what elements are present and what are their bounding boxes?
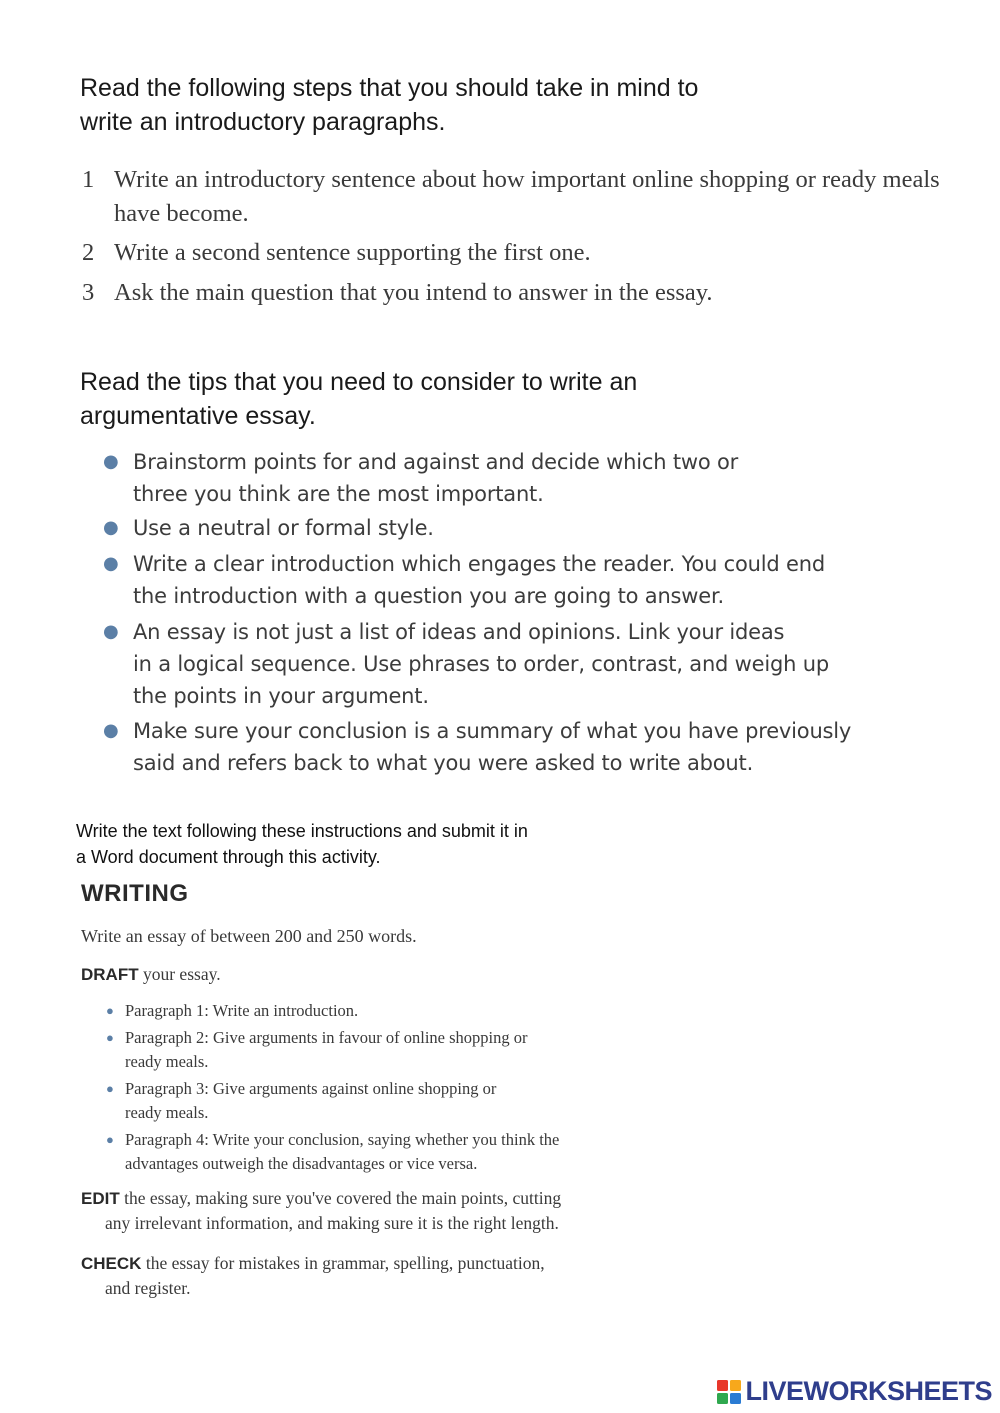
intro-steps-line2: write an introductory paragraphs. (80, 108, 446, 136)
writing-subtitle: Write an essay of between 200 and 250 words. (81, 926, 417, 946)
intro-steps-line1: Read the following steps that you should take in mind to (80, 74, 699, 102)
tip-line: three you think are the most important. (133, 482, 544, 506)
draft-line (81, 964, 221, 985)
paragraph-item (106, 1026, 666, 1074)
tip-item (103, 512, 923, 544)
draft-text: your essay. (138, 964, 221, 984)
instruction-line1: Write the text following these instructions and submit it in (76, 821, 528, 841)
step-item (82, 236, 942, 270)
tip-item (103, 616, 923, 712)
check-text-cont: and register. (105, 1278, 191, 1298)
step-number: 3 (82, 279, 95, 306)
edit-text-cont: any irrelevant information, and making sure it is the right length. (105, 1213, 559, 1233)
paragraph-item (106, 1077, 666, 1125)
bullet-icon: ● (103, 451, 119, 472)
liveworksheets-logo (717, 1376, 992, 1407)
intro-steps-heading (80, 71, 698, 139)
intro-tips-heading (80, 365, 637, 433)
tip-line: in a logical sequence. Use phrases to order, contrast, and weigh up (133, 652, 829, 676)
bullet-icon: ● (106, 1003, 114, 1018)
tip-line: An essay is not just a list of ideas and opinions. Link your ideas (133, 620, 785, 644)
tip-line: Make sure your conclusion is a summary of what you have previously (133, 719, 852, 743)
tip-item (103, 446, 923, 510)
tip-line: the points in your argument. (133, 684, 429, 708)
bullet-icon: ● (103, 517, 119, 538)
step-number: 2 (82, 239, 95, 266)
step-item (82, 276, 942, 310)
liveworksheets-brand: LIVEWORKSHEETS (745, 1376, 992, 1406)
paragraph-item (106, 1128, 666, 1176)
paragraph-line: advantages outweigh the disadvantages or vice versa. (125, 1154, 478, 1173)
step-text: Ask the main question that you intend to answer in the essay. (114, 279, 713, 306)
edit-text: the essay, making sure you've covered the main points, cutting (119, 1188, 562, 1208)
paragraph-line: Paragraph 4: Write your conclusion, saying whether you think the (125, 1130, 560, 1149)
paragraph-line: Paragraph 3: Give arguments against online shopping or (125, 1079, 497, 1098)
paragraph-line: Paragraph 2: Give arguments in favour of online shopping or (125, 1028, 528, 1047)
intro-tips-line2: argumentative essay. (80, 402, 316, 430)
bullet-icon: ● (106, 1081, 114, 1096)
tip-line: Use a neutral or formal style. (133, 516, 434, 540)
tip-line: Brainstorm points for and against and decide which two or (133, 450, 739, 474)
tip-item (103, 715, 923, 779)
step-text: Write an introductory sentence about how important online shopping or ready meals have become. (114, 166, 940, 227)
intro-tips-line1: Read the tips that you need to consider to write an (80, 368, 638, 396)
draft-label: DRAFT (81, 965, 139, 984)
paragraph-line: ready meals. (125, 1103, 209, 1122)
edit-label: EDIT (81, 1189, 120, 1208)
step-item (82, 163, 942, 231)
check-label: CHECK (81, 1254, 142, 1273)
check-text: the essay for mistakes in grammar, spelling, punctuation, (141, 1253, 545, 1273)
paragraph-line: Paragraph 1: Write an introduction. (125, 1001, 359, 1020)
edit-block (81, 1186, 681, 1236)
paragraph-line: ready meals. (125, 1052, 209, 1071)
liveworksheets-logo-icon (717, 1380, 741, 1404)
step-number: 1 (82, 166, 95, 193)
bullet-icon: ● (106, 1030, 114, 1045)
bullet-icon: ● (103, 621, 119, 642)
writing-title: WRITING (81, 880, 189, 907)
bullet-icon: ● (103, 720, 119, 741)
tip-item (103, 548, 923, 612)
paragraph-item (106, 999, 666, 1023)
bullet-icon: ● (103, 553, 119, 574)
tip-line: said and refers back to what you were asked to write about. (133, 751, 754, 775)
check-block (81, 1251, 681, 1301)
step-text: Write a second sentence supporting the first one. (114, 239, 591, 266)
tip-line: Write a clear introduction which engages the reader. You could end (133, 552, 825, 576)
tip-line: the introduction with a question you are going to answer. (133, 584, 724, 608)
bullet-icon: ● (106, 1132, 114, 1147)
instruction-line2: a Word document through this activity. (76, 847, 381, 867)
submission-instruction (76, 818, 528, 870)
